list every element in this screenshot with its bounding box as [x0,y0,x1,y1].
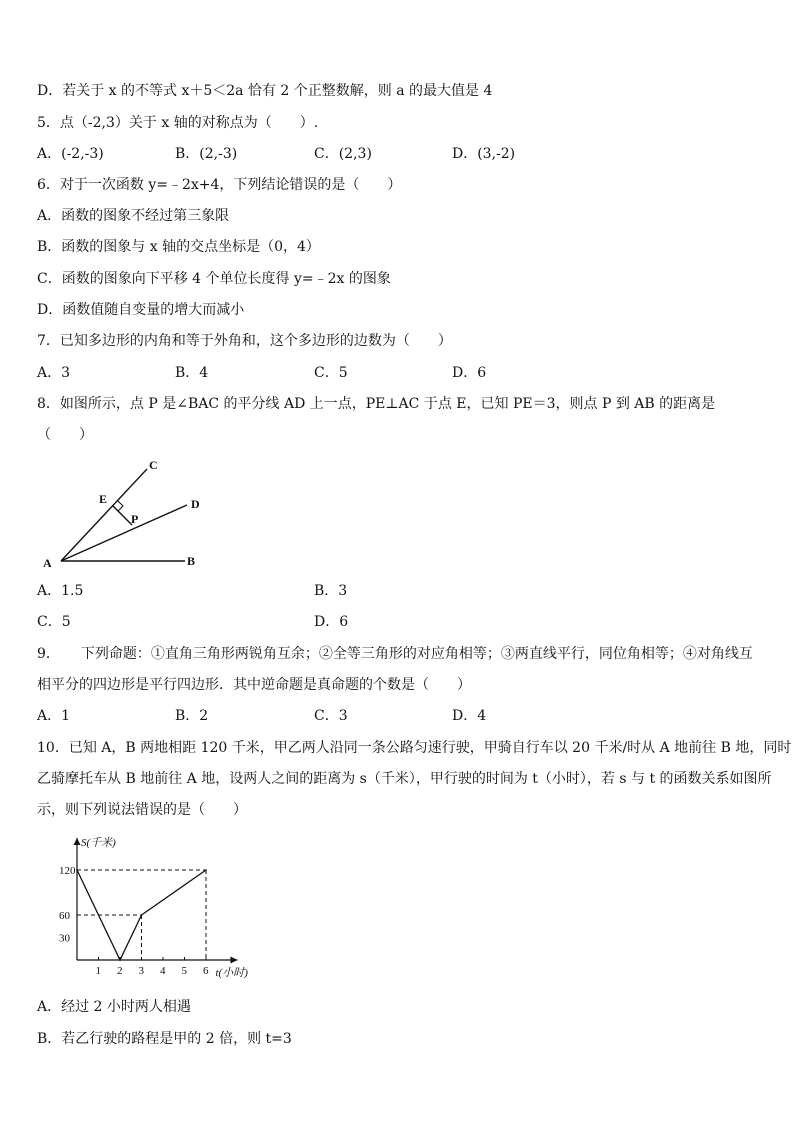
y-tick-label: 30 [59,932,70,945]
label-e: E [99,492,108,506]
label-b: B [187,554,196,568]
q8-geometry-figure [37,455,217,575]
q10-stem-line2: 乙骑摩托车从 B 地前往 A 地，设两人之间的距离为 s（千米），甲行驶的时间为 t（小时），若 s 与 t 的函数关系如图所 [37,771,772,787]
x-tick-label: 6 [203,965,209,977]
x-tick-label: 4 [160,965,166,977]
q9-option-b: B．2 [175,708,209,724]
q8-option-c: C．5 [37,614,71,630]
x-tick-label: 5 [181,965,187,977]
q10-distance-time-chart [37,832,277,982]
q5-option-a: A．(-2,-3) [37,146,104,162]
q10-option-b: B．若乙行驶的路程是甲的 2 倍，则 t=3 [37,1031,292,1047]
q7-option-c: C．5 [314,365,348,381]
right-angle-mark [118,501,123,511]
q9-stem-line2: 相平分的四边形是平行四边形．其中逆命题是真命题的个数是（ ） [37,677,471,693]
q9-option-d: D．4 [452,708,487,724]
y-tick-label: 60 [59,910,70,922]
q10-option-a: A．经过 2 小时两人相遇 [37,999,191,1015]
q7-option-b: B．4 [175,365,209,381]
q6-option-a: A．函数的图象不经过第三象限 [37,208,230,224]
q7-option-d: D．6 [452,365,487,381]
q8-stem-line1: 8．如图所示，点 P 是∠BAC 的平分线 AD 上一点，PE⊥AC 于点 E，已知 PE＝3，则点 P 到 AB 的距离是 [37,396,716,412]
q5-option-d: D．(3,-2) [452,146,516,162]
label-c: C [149,458,158,472]
ray-ad [61,505,187,561]
q8-option-d: D．6 [314,614,349,630]
q7-stem: 7．已知多边形的内角和等于外角和，这个多边形的边数为（ ） [37,333,452,349]
q7-option-a: A．3 [37,365,71,381]
q9-option-a: A．1 [37,708,71,724]
q8-stem-line2: （ ） [37,427,93,443]
q6-option-d: D．函数值随自变量的增大而减小 [37,302,245,318]
q5-option-c: C．(2,3) [314,146,372,162]
q8-option-b: B．3 [314,583,348,599]
q6-option-c: C．函数的图象向下平移 4 个单位长度得 y=﹣2x 的图象 [37,271,391,287]
y-tick-label: 120 [59,865,76,877]
label-a: A [43,556,52,570]
x-tick-label: 2 [117,965,123,977]
q5-stem: 5．点（-2,3）关于 x 轴的对称点为（ ）. [37,115,319,131]
q9-stem-line1: 9． 下列命题：①直角三角形两锐角互余；②全等三角形的对应角相等；③两直线平行，同位角相等；④对角线互 [37,646,753,662]
q6-stem: 6．对于一次函数 y=﹣2x+4，下列结论错误的是（ ） [37,177,402,193]
q10-stem-line1: 10．已知 A，B 两地相距 120 千米，甲乙两人沿同一条公路匀速行驶，甲骑自行车以 20 千米/时从 A 地前往 B 地，同时 [37,740,792,756]
data-point [205,869,207,871]
x-axis-label: t(小时) [215,967,248,979]
q9-option-c: C．3 [314,708,348,724]
y-axis-label: S(千米) [81,837,116,849]
data-point [119,959,121,961]
q10-stem-line3: 示，则下列说法错误的是（ ） [37,802,247,818]
q5-option-b: B．(2,-3) [175,146,238,162]
x-tick-label: 1 [95,965,101,977]
q4-option-d: D．若关于 x 的不等式 x＋5＜2a 恰有 2 个正整数解，则 a 的最大值是 4 [37,83,493,99]
data-point [76,869,78,871]
perpendicular-pe [113,506,132,525]
q8-option-a: A．1.5 [37,583,84,599]
label-p: P [131,512,139,526]
data-point [141,914,143,916]
x-tick-label: 3 [138,965,144,977]
q6-option-b: B．函数的图象与 x 轴的交点坐标是（0，4） [37,239,320,255]
label-d: D [191,497,200,511]
